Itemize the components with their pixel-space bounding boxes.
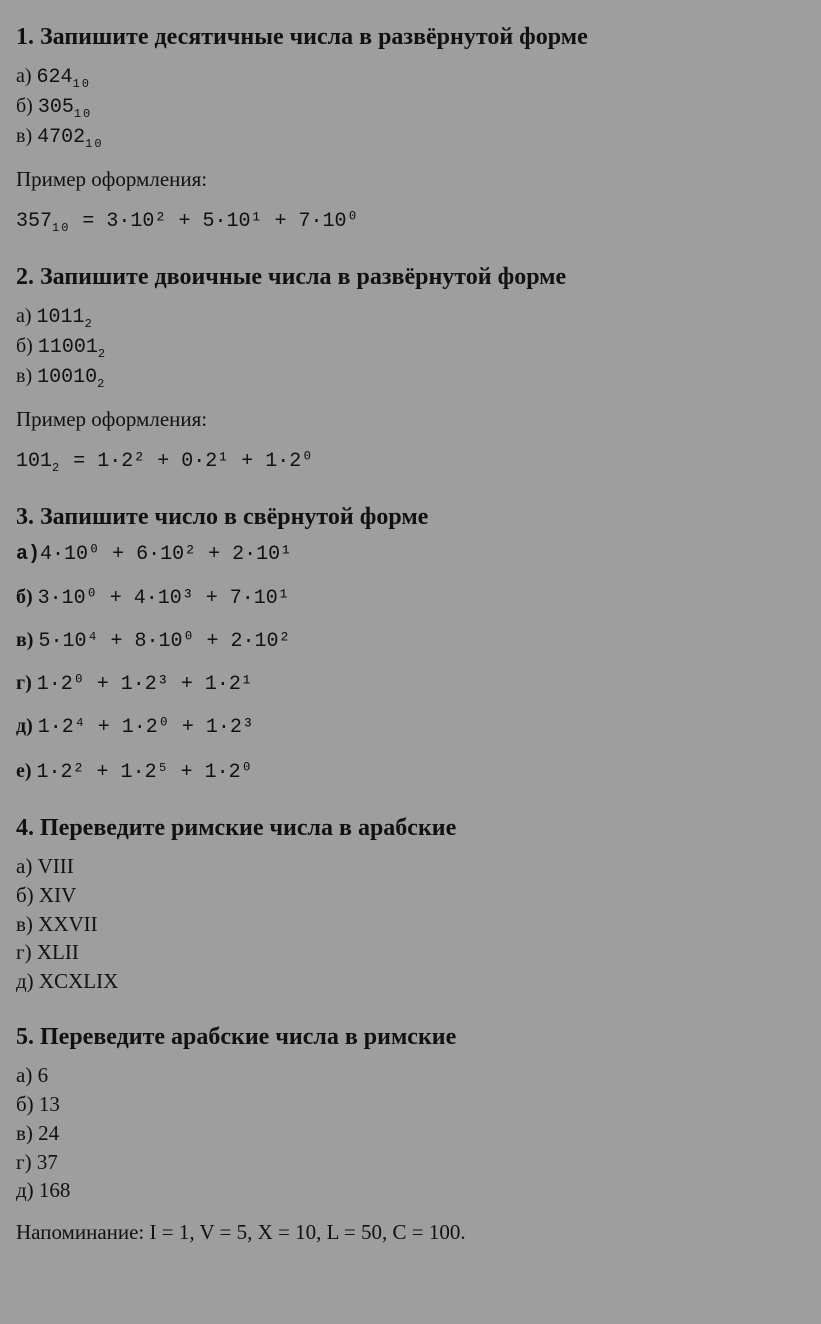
task1-example-label: Пример оформления: [16,167,208,191]
task5-item-b: б) 13 [16,1092,60,1116]
item-label: а) [16,65,32,87]
task5-item-d: г) 37 [16,1150,58,1174]
task1-item-c [16,124,104,151]
item-label: б) [16,335,33,357]
example-expression: = 3·10² + 5·10¹ + 7·10⁰ [70,210,359,233]
item-number: 1011 [36,306,85,329]
item-base: 2 [97,347,108,361]
item-label: в) [16,629,34,651]
item-number: 305 [37,96,74,119]
item-number: 10010 [37,366,98,389]
example-base: 2 [52,461,62,475]
task1-example [16,208,359,235]
item-label: в) [16,125,33,147]
item-base: 10 [72,77,91,91]
item-number: 4702 [37,126,86,149]
item-base: 10 [85,137,104,151]
item-expression: 1·2⁰ + 1·2³ + 1·2¹ [36,673,253,696]
example-number: 357 [16,210,53,233]
item-label: в) [16,365,33,387]
item-label: г) [16,672,32,694]
task4-item-a: а) VIII [16,854,74,878]
task5-heading: 5. Переведите арабские числа в римские [16,1024,457,1050]
item-base: 2 [97,377,107,391]
task3-item-f [16,759,253,785]
item-label: е) [16,760,32,782]
task1-item-b [16,94,92,121]
example-expression: = 1·2² + 0·2¹ + 1·2⁰ [61,450,314,473]
task5-item-a: а) 6 [16,1063,49,1087]
task2-item-b [16,334,107,361]
task4-item-e: д) XCXLIX [16,969,119,993]
item-expression: 3·10⁰ + 4·10³ + 7·10¹ [37,587,290,610]
item-number: 11001 [37,336,98,359]
task2-example-label: Пример оформления: [16,407,208,431]
task3-item-a [16,541,292,567]
item-label: б) [16,95,33,117]
task4-item-d: г) XLII [16,940,79,964]
example-base: 10 [52,221,71,235]
item-expression: 1·2⁴ + 1·2⁰ + 1·2³ [37,716,254,739]
task3-item-d [16,671,253,697]
task3-item-e [16,714,254,740]
task2-item-a [16,304,94,331]
item-expression: 5·10⁴ + 8·10⁰ + 2·10² [38,630,291,653]
task4-item-b: б) XIV [16,883,77,907]
task4-item-c: в) XXVII [16,912,98,936]
task4-heading: 4. Переведите римские числа в арабские [16,815,457,841]
item-label: а) [16,305,32,327]
item-label: а) [16,543,41,566]
task5-item-c: в) 24 [16,1121,60,1145]
task5-reminder: Напоминание: I = 1, V = 5, X = 10, L = 50, C = 100. [16,1220,466,1244]
task3-item-c [16,628,291,654]
task1-item-a [16,64,91,91]
example-number: 101 [16,450,53,473]
task2-heading: 2. Запишите двоичные числа в развёрнутой форме [16,264,567,290]
item-expression: 1·2² + 1·2⁵ + 1·2⁰ [36,761,253,784]
task2-item-c [16,364,106,391]
item-label: д) [16,715,33,737]
item-expression: 4·10⁰ + 6·10² + 2·10¹ [40,543,293,566]
item-base: 10 [73,107,93,121]
task1-heading: 1. Запишите десятичные числа в развёрнутой форме [16,24,588,50]
task2-example [16,448,313,475]
task3-heading: 3. Запишите число в свёрнутой форме [16,504,429,530]
item-number: 624 [36,66,73,89]
task5-item-e: д) 168 [16,1178,71,1202]
item-label: б) [16,586,33,608]
item-base: 2 [84,317,94,331]
task3-item-b [16,585,290,611]
